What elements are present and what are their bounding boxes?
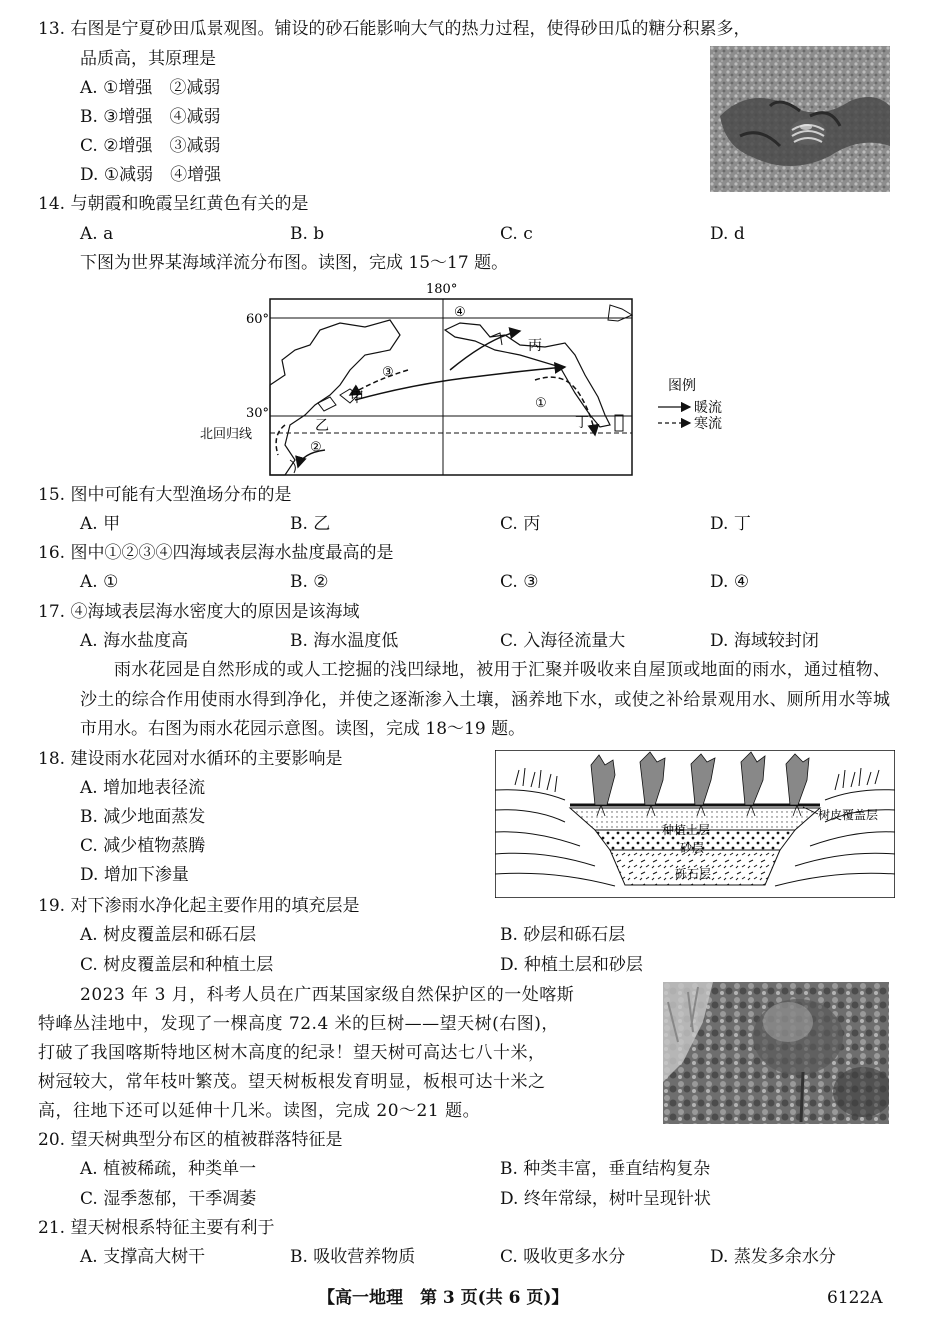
map-mark-4: ④ [454,305,466,320]
q19-option-d[interactable]: D. 种植土层和砂层 [500,955,643,975]
tropic-label: 北回归线 [200,427,253,442]
q21-stem: 21. 望天树根系特征主要有利于 [38,1218,275,1238]
q14-option-d[interactable]: D. d [710,224,745,244]
q19-option-b[interactable]: B. 砂层和砾石层 [500,925,626,945]
map-mark-ding: 丁 [575,415,589,431]
q16-option-b[interactable]: B. ② [290,572,329,592]
q14-stem: 14. 与朝霞和晚霞呈红黄色有关的是 [38,194,309,214]
q15-stem: 15. 图中可能有大型渔场分布的是 [38,485,292,505]
q21-option-a[interactable]: A. 支撑高大树干 [80,1247,206,1267]
map-mark-bing: 丙 [528,338,542,354]
legend-title: 图例 [668,378,696,394]
garden-label-bark: 树皮覆盖层 [818,808,879,822]
q19-stem: 19. 对下渗雨水净化起主要作用的填充层是 [38,896,360,916]
wangtian-tree-photo [663,982,889,1124]
lon-label-180: 180° [426,282,458,297]
ocean-current-map [190,275,750,485]
map-mark-jia: 甲 [350,390,364,406]
lat-label-60: 60° [246,312,270,327]
q14-option-b[interactable]: B. b [290,224,325,244]
q17-option-b[interactable]: B. 海水温度低 [290,631,399,651]
q15-option-d[interactable]: D. 丁 [710,514,751,534]
q13-option-c[interactable]: C. ②增强 ③减弱 [80,136,221,156]
q21-option-b[interactable]: B. 吸收营养物质 [290,1247,416,1267]
q15-option-b[interactable]: B. 乙 [290,514,331,534]
q13-option-a[interactable]: A. ①增强 ②减弱 [80,78,221,98]
q17-option-d[interactable]: D. 海域较封闭 [710,631,819,651]
q21-option-c[interactable]: C. 吸收更多水分 [500,1247,626,1267]
q20-option-b[interactable]: B. 种类丰富，垂直结构复杂 [500,1159,711,1179]
legend-warm: 暖流 [694,400,722,416]
q19-option-c[interactable]: C. 树皮覆盖层和种植土层 [80,955,274,975]
q20-stem: 20. 望天树典型分布区的植被群落特征是 [38,1130,343,1150]
garden-label-sand: 砂层 [680,841,705,855]
page-footer: 【高一地理 第 3 页(共 6 页)】 [318,1288,569,1308]
sand-field-melon-photo [710,46,890,192]
map-mark-2: ② [310,440,322,455]
q21-option-d[interactable]: D. 蒸发多余水分 [710,1247,836,1267]
q16-option-c[interactable]: C. ③ [500,572,539,592]
intro-15-17: 下图为世界某海域洋流分布图。读图，完成 15～17 题。 [80,253,509,273]
garden-label-soil: 种植土层 [662,823,711,837]
legend-cold: 寒流 [694,416,722,432]
q20-option-d[interactable]: D. 终年常绿，树叶呈现针状 [500,1189,711,1209]
q18-stem: 18. 建设雨水花园对水循环的主要影响是 [38,749,343,769]
q14-option-a[interactable]: A. a [80,224,114,244]
q19-option-a[interactable]: A. 树皮覆盖层和砾石层 [80,925,257,945]
q18-option-b[interactable]: B. 减少地面蒸发 [80,807,206,827]
q16-option-a[interactable]: A. ① [80,572,119,592]
q16-option-d[interactable]: D. ④ [710,572,750,592]
intro-20-line4: 树冠较大，常年枝叶繁茂。望天树板根发育明显，板根可达十米之 [38,1072,546,1092]
intro-18-19: 雨水花园是自然形成的或人工挖掘的浅凹绿地，被用于汇聚并吸收来自屋顶或地面的雨水，通过植物、沙土的综合作用使雨水得到净化，并使之逐渐渗入土壤，涵养地下水，或使之补给景观用水、厕所用水等城市用水。右图为雨水花园示意图。读图，完成 18～19 题。 [80,660,890,739]
q13-option-d[interactable]: D. ①减弱 ④增强 [80,165,222,185]
lat-label-30: 30° [246,406,270,421]
q20-option-a[interactable]: A. 植被稀疏，种类单一 [80,1159,257,1179]
rain-garden-diagram [495,750,895,898]
q15-option-c[interactable]: C. 丙 [500,514,541,534]
paper-code: 6122A [827,1288,883,1308]
q14-option-c[interactable]: C. c [500,224,533,244]
q15-option-a[interactable]: A. 甲 [80,514,121,534]
intro-20-line1: 2023 年 3 月，科考人员在广西某国家级自然保护区的一处喀斯 [80,985,575,1005]
intro-20-line5: 高，往地下还可以延伸十几米。读图，完成 20～21 题。 [38,1101,481,1121]
q17-stem: 17. ④海域表层海水密度大的原因是该海域 [38,602,360,622]
q17-option-c[interactable]: C. 入海径流量大 [500,631,626,651]
q16-stem: 16. 图中①②③④四海域表层海水盐度最高的是 [38,543,394,563]
q13-stem-line2: 品质高，其原理是 [80,49,216,69]
q20-option-c[interactable]: C. 湿季葱郁，干季凋萎 [80,1189,257,1209]
q17-option-a[interactable]: A. 海水盐度高 [80,631,189,651]
map-mark-yi: 乙 [315,418,329,434]
q18-option-c[interactable]: C. 减少植物蒸腾 [80,836,206,856]
garden-label-gravel: 砾石层 [675,867,712,881]
map-mark-3: ③ [382,365,394,380]
q18-option-d[interactable]: D. 增加下渗量 [80,865,189,885]
intro-20-line2: 特峰丛洼地中，发现了一棵高度 72.4 米的巨树——望天树(右图)， [38,1014,559,1034]
intro-20-line3: 打破了我国喀斯特地区树木高度的纪录！望天树可高达七八十米， [38,1043,546,1063]
q18-option-a[interactable]: A. 增加地表径流 [80,778,206,798]
map-mark-1: ① [535,396,547,411]
q13-option-b[interactable]: B. ③增强 ④减弱 [80,107,221,127]
q13-stem-line1: 13. 右图是宁夏砂田瓜景观图。铺设的砂石能影响大气的热力过程，使得砂田瓜的糖分积累多， [38,19,751,39]
